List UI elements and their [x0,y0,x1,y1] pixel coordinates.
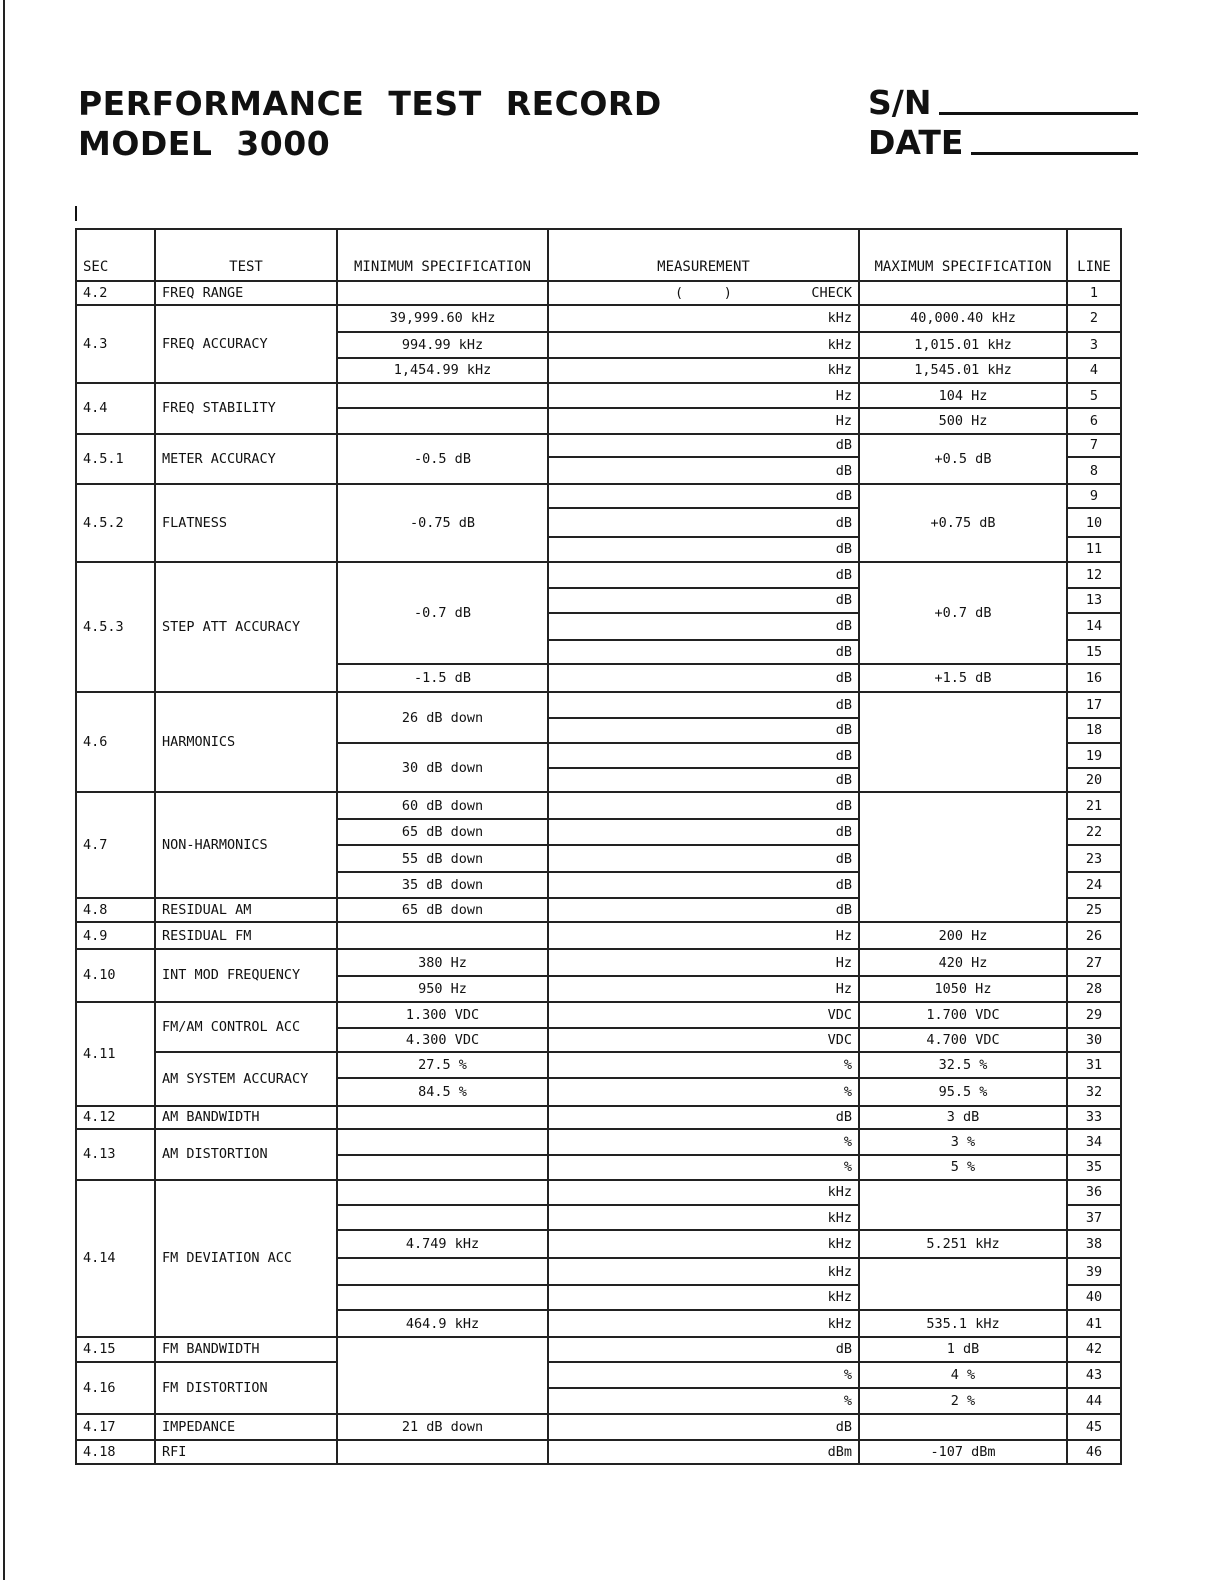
col-header-sec: SEC [76,229,155,281]
max-spec: +0.7 dB [859,562,1067,664]
measurement-cell[interactable]: dB [548,508,859,536]
section-number: 4.8 [76,898,155,922]
min-spec [337,1440,548,1464]
date-field[interactable] [868,122,1138,162]
test-name: FREQ ACCURACY [155,305,337,383]
line-number: 22 [1067,819,1121,845]
table-row [76,949,1121,976]
test-name: FM DISTORTION [155,1362,337,1415]
min-spec: 27.5 % [337,1052,548,1077]
line-number: 44 [1067,1388,1121,1414]
line-number: 16 [1067,664,1121,692]
measurement-cell[interactable]: % [548,1052,859,1077]
measurement-cell[interactable]: kHz [548,332,859,358]
min-spec: 950 Hz [337,976,548,1001]
max-spec: 2 % [859,1388,1067,1414]
min-spec [337,1106,548,1129]
line-number: 1 [1067,281,1121,305]
table-row [76,383,1121,408]
line-number: 12 [1067,562,1121,588]
line-number: 32 [1067,1078,1121,1106]
measurement-cell[interactable]: kHz [548,1180,859,1205]
test-name: RESIDUAL AM [155,898,337,922]
line-number: 20 [1067,768,1121,792]
min-spec: 65 dB down [337,898,548,922]
max-spec [859,281,1067,305]
max-spec: 1.700 VDC [859,1002,1067,1028]
document-title [78,84,662,164]
section-number: 4.18 [76,1440,155,1464]
max-spec: 3 dB [859,1106,1067,1129]
min-spec: 30 dB down [337,743,548,793]
line-number: 33 [1067,1106,1121,1129]
min-spec: 4.749 kHz [337,1230,548,1258]
min-spec [337,1285,548,1310]
line-number: 41 [1067,1310,1121,1337]
measurement-cell[interactable]: dB [548,845,859,872]
max-spec [859,1414,1067,1440]
measurement-cell[interactable]: kHz [548,1258,859,1284]
sn-label: S/N [868,83,932,122]
col-header-line: LINE [1067,229,1121,281]
min-spec: 65 dB down [337,819,548,845]
line-number: 10 [1067,508,1121,536]
line-number: 3 [1067,332,1121,358]
line-number: 28 [1067,976,1121,1001]
line-number: 24 [1067,872,1121,897]
test-name: FM DEVIATION ACC [155,1180,337,1338]
line-number: 29 [1067,1002,1121,1028]
test-name-secondary: AM SYSTEM ACCURACY [155,1052,337,1106]
line-number: 36 [1067,1180,1121,1205]
test-name: NON-HARMONICS [155,792,337,897]
line-number: 37 [1067,1205,1121,1230]
max-spec: 200 Hz [859,922,1067,949]
line-number: 11 [1067,537,1121,562]
test-name: AM DISTORTION [155,1129,337,1180]
max-spec: 500 Hz [859,408,1067,433]
test-name: FM BANDWIDTH [155,1337,337,1361]
min-spec: -0.5 dB [337,434,548,485]
header-fields [868,82,1138,162]
line-number: 7 [1067,434,1121,457]
line-number: 19 [1067,743,1121,768]
table-row [76,434,1121,457]
max-spec: 104 Hz [859,383,1067,408]
line-number: 43 [1067,1362,1121,1388]
line-number: 38 [1067,1230,1121,1258]
check-box[interactable]: ( ) [675,285,732,302]
test-name: RFI [155,1440,337,1464]
test-name: INT MOD FREQUENCY [155,949,337,1002]
measurement-cell[interactable]: Hz [548,383,859,408]
max-spec: 420 Hz [859,949,1067,976]
measurement-cell[interactable]: dB [548,768,859,792]
max-spec: 32.5 % [859,1052,1067,1077]
table-row [76,1002,1121,1028]
line-number: 18 [1067,718,1121,743]
measurement-cell[interactable]: VDC [548,1028,859,1052]
min-spec: -1.5 dB [337,664,548,692]
date-label: DATE [868,123,964,162]
measurement-cell[interactable]: dB [548,562,859,588]
line-number: 34 [1067,1129,1121,1155]
table-row [76,692,1121,717]
min-spec: 35 dB down [337,872,548,897]
measurement-cell[interactable]: % [548,1388,859,1414]
table-row [76,1052,1121,1077]
check-wrapper [555,285,852,301]
section-number: 4.3 [76,305,155,383]
measurement-cell[interactable]: Hz [548,949,859,976]
measurement-cell[interactable]: dB [548,434,859,457]
section-number: 4.12 [76,1106,155,1129]
col-header-test: TEST [155,229,337,281]
line-number: 25 [1067,898,1121,922]
title-line-2: MODEL 3000 [78,124,331,163]
section-number: 4.5.3 [76,562,155,692]
min-spec [337,383,548,408]
measurement-cell[interactable]: dB [548,1106,859,1129]
sn-field[interactable] [868,82,1138,122]
section-number: 4.2 [76,281,155,305]
measurement-cell[interactable]: dB [548,792,859,818]
line-number: 26 [1067,922,1121,949]
table-row [76,792,1121,818]
max-spec: 95.5 % [859,1078,1067,1106]
min-spec [337,1258,548,1284]
table-row [76,1106,1121,1129]
line-number: 21 [1067,792,1121,818]
min-spec [337,408,548,433]
max-spec [859,692,1067,792]
max-spec: 40,000.40 kHz [859,305,1067,331]
line-number: 46 [1067,1440,1121,1464]
table-row [76,1414,1121,1440]
measurement-cell[interactable]: dB [548,872,859,897]
measurement-cell[interactable]: dB [548,664,859,692]
test-record-table [75,228,1122,1465]
min-spec: 84.5 % [337,1078,548,1106]
section-number: 4.5.1 [76,434,155,485]
min-spec: 380 Hz [337,949,548,976]
measurement-cell[interactable]: dB [548,613,859,640]
min-spec: 26 dB down [337,692,548,743]
line-number: 17 [1067,692,1121,717]
max-spec [859,792,1067,921]
measurement-cell[interactable]: dB [548,588,859,612]
table-row [76,1440,1121,1464]
measurement-cell[interactable]: dB [548,718,859,743]
measurement-cell[interactable]: kHz [548,305,859,331]
measurement-cell[interactable]: kHz [548,1205,859,1230]
line-number: 23 [1067,845,1121,872]
min-spec [337,1337,548,1414]
date-blank-line[interactable] [971,152,1138,155]
section-number: 4.5.2 [76,484,155,562]
test-name: FREQ STABILITY [155,383,337,434]
margin-tick [75,206,77,221]
measurement-cell[interactable]: dB [548,743,859,768]
scan-edge [3,0,5,1580]
test-name: METER ACCURACY [155,434,337,485]
measurement-cell[interactable]: % [548,1078,859,1106]
measurement-cell[interactable]: Hz [548,976,859,1001]
section-number: 4.17 [76,1414,155,1440]
min-spec: 55 dB down [337,845,548,872]
min-spec: 994.99 kHz [337,332,548,358]
line-number: 31 [1067,1052,1121,1077]
min-spec: 1,454.99 kHz [337,358,548,383]
col-header-min: MINIMUM SPECIFICATION [337,229,548,281]
section-number: 4.4 [76,383,155,434]
min-spec: 4.300 VDC [337,1028,548,1052]
section-number: 4.14 [76,1180,155,1338]
min-spec: -0.7 dB [337,562,548,664]
measurement-cell[interactable]: % [548,1155,859,1179]
max-spec: 1,015.01 kHz [859,332,1067,358]
max-spec: +0.75 dB [859,484,1067,562]
line-number: 13 [1067,588,1121,612]
check-label: CHECK [811,285,852,302]
line-number: 14 [1067,613,1121,640]
max-spec: +0.5 dB [859,434,1067,485]
table-row [76,562,1121,588]
min-spec: 21 dB down [337,1414,548,1440]
min-spec: 1.300 VDC [337,1002,548,1028]
table-row [76,1362,1121,1388]
max-spec: +1.5 dB [859,664,1067,692]
table-row [76,305,1121,331]
title-line-1: PERFORMANCE TEST RECORD [78,84,662,123]
measurement-cell[interactable]: Hz [548,922,859,949]
table-row [76,1129,1121,1155]
max-spec: 4 % [859,1362,1067,1388]
min-spec [337,1180,548,1205]
max-spec [859,1258,1067,1310]
test-name: FLATNESS [155,484,337,562]
max-spec: 4.700 VDC [859,1028,1067,1052]
measurement-cell[interactable]: kHz [548,358,859,383]
measurement-cell[interactable]: VDC [548,1002,859,1028]
section-number: 4.16 [76,1362,155,1415]
min-spec [337,1155,548,1179]
measurement-cell[interactable]: dB [548,692,859,717]
max-spec: 1050 Hz [859,976,1067,1001]
measurement-check-cell[interactable] [548,281,859,305]
measurement-cell[interactable]: dB [548,898,859,922]
table-row [76,281,1121,305]
line-number: 5 [1067,383,1121,408]
test-name: FREQ RANGE [155,281,337,305]
measurement-cell[interactable]: % [548,1362,859,1388]
max-spec [859,1180,1067,1231]
min-spec [337,1205,548,1230]
line-number: 35 [1067,1155,1121,1179]
measurement-cell[interactable]: dB [548,457,859,484]
test-name: IMPEDANCE [155,1414,337,1440]
measurement-cell[interactable]: dB [548,1337,859,1361]
line-number: 45 [1067,1414,1121,1440]
measurement-cell[interactable]: kHz [548,1230,859,1258]
test-name: STEP ATT ACCURACY [155,562,337,692]
table-row [76,1180,1121,1205]
min-spec: 464.9 kHz [337,1310,548,1337]
min-spec [337,1129,548,1155]
measurement-cell[interactable]: dBm [548,1440,859,1464]
section-number: 4.7 [76,792,155,897]
line-number: 15 [1067,640,1121,664]
measurement-cell[interactable]: dB [548,640,859,664]
table-row [76,922,1121,949]
measurement-cell[interactable]: Hz [548,408,859,433]
measurement-cell[interactable]: kHz [548,1310,859,1337]
max-spec: 1,545.01 kHz [859,358,1067,383]
test-name: FM/AM CONTROL ACC [155,1002,337,1053]
col-header-measurement: MEASUREMENT [548,229,859,281]
measurement-cell[interactable]: kHz [548,1285,859,1310]
max-spec: 5 % [859,1155,1067,1179]
max-spec: -107 dBm [859,1440,1067,1464]
measurement-cell[interactable]: dB [548,537,859,562]
measurement-cell[interactable]: dB [548,484,859,508]
col-header-max: MAXIMUM SPECIFICATION [859,229,1067,281]
line-number: 42 [1067,1337,1121,1361]
max-spec: 1 dB [859,1337,1067,1361]
section-number: 4.6 [76,692,155,792]
line-number: 27 [1067,949,1121,976]
line-number: 39 [1067,1258,1121,1284]
line-number: 6 [1067,408,1121,433]
sn-blank-line[interactable] [939,112,1138,115]
line-number: 2 [1067,305,1121,331]
line-number: 40 [1067,1285,1121,1310]
max-spec: 535.1 kHz [859,1310,1067,1337]
min-spec: -0.75 dB [337,484,548,562]
line-number: 30 [1067,1028,1121,1052]
min-spec: 39,999.60 kHz [337,305,548,331]
min-spec [337,281,548,305]
line-number: 9 [1067,484,1121,508]
min-spec [337,922,548,949]
section-number: 4.11 [76,1002,155,1106]
section-number: 4.13 [76,1129,155,1180]
min-spec: 60 dB down [337,792,548,818]
section-number: 4.15 [76,1337,155,1361]
test-name: AM BANDWIDTH [155,1106,337,1129]
test-name: HARMONICS [155,692,337,792]
max-spec: 3 % [859,1129,1067,1155]
section-number: 4.10 [76,949,155,1002]
table-row [76,484,1121,508]
table-row [76,1337,1121,1361]
section-number: 4.9 [76,922,155,949]
line-number: 4 [1067,358,1121,383]
line-number: 8 [1067,457,1121,484]
measurement-cell[interactable]: % [548,1129,859,1155]
max-spec: 5.251 kHz [859,1230,1067,1258]
table-header-row [76,229,1121,281]
test-name: RESIDUAL FM [155,922,337,949]
measurement-cell[interactable]: dB [548,1414,859,1440]
measurement-cell[interactable]: dB [548,819,859,845]
